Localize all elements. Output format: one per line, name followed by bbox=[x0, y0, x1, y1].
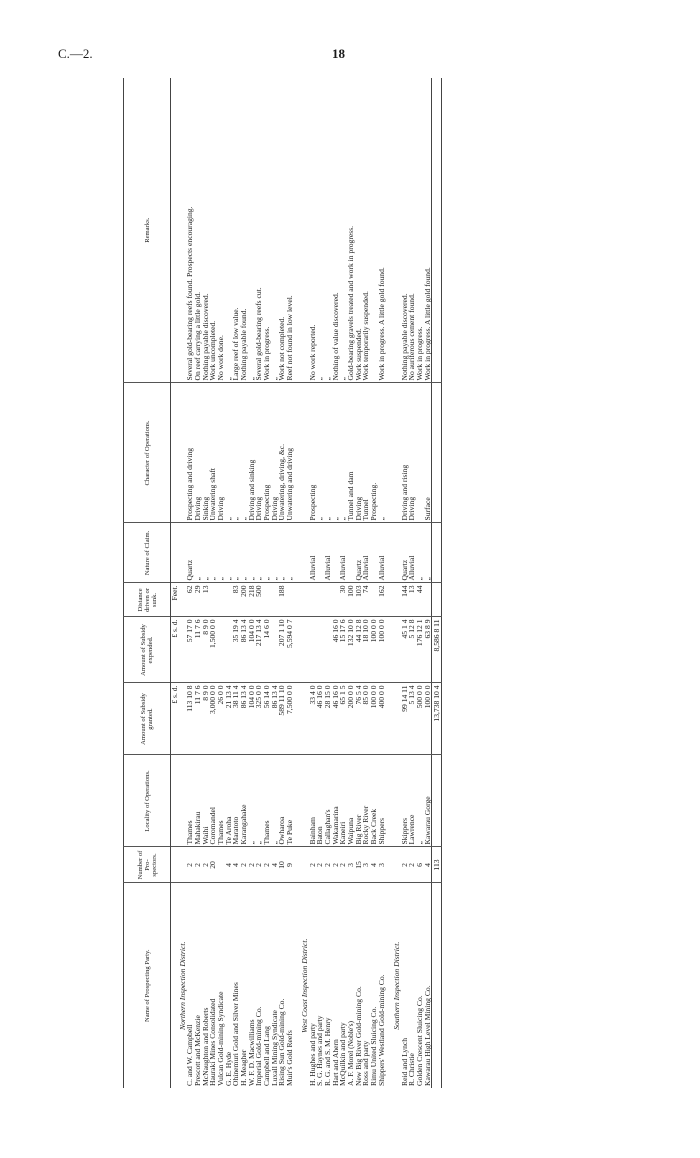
district-heading: West Coast Inspection District. bbox=[300, 938, 310, 1033]
total-expended: 8,586 8 11 bbox=[432, 617, 442, 683]
nature-of-claim-cell: „ bbox=[232, 523, 240, 583]
distance-cell bbox=[217, 583, 225, 617]
character-of-operations-cell: „ bbox=[378, 383, 386, 523]
character-of-operations-cell: Prospecting and driving bbox=[186, 383, 194, 523]
prospector-count-cell: 4 bbox=[271, 847, 279, 883]
district-heading-row bbox=[301, 78, 309, 1088]
locality-cell: Lawrence bbox=[408, 755, 416, 847]
amount-granted-cell: 33 4 0 bbox=[309, 683, 317, 755]
party-cell: Ross and party bbox=[361, 1040, 371, 1086]
remarks-cell: „ bbox=[316, 78, 324, 383]
remarks-cell: Work in progress. A little gold found. bbox=[378, 78, 386, 383]
party-cell: Golden Crescent Sluicing Co. bbox=[414, 995, 424, 1086]
party-cell: Kawarau High Level Mining Co. bbox=[422, 985, 432, 1086]
locality-cell: Waihi bbox=[202, 755, 210, 847]
remarks-cell: Reef not found in low level. bbox=[286, 78, 294, 383]
table-row bbox=[225, 78, 233, 1088]
table-row bbox=[255, 78, 263, 1088]
table-row bbox=[332, 78, 340, 1088]
amount-expended-cell: 176 12 1 bbox=[416, 617, 424, 683]
table-row bbox=[378, 78, 386, 1088]
amount-expended-cell: 35 19 4 bbox=[232, 617, 240, 683]
prospector-count-cell: 20 bbox=[209, 847, 217, 883]
locality-cell: Maratoto bbox=[232, 755, 240, 847]
distance-cell: 162 bbox=[378, 583, 386, 617]
total-prospectors: 113 bbox=[432, 847, 442, 883]
nature-of-claim-cell: „ bbox=[248, 523, 256, 583]
prospector-count-cell: 3 bbox=[362, 847, 370, 883]
nature-of-claim-cell: „ bbox=[194, 523, 202, 583]
locality-cell: Shippers bbox=[378, 755, 386, 847]
party-cell: Rising Sun Gold-mining Co. bbox=[277, 998, 287, 1086]
nature-of-claim-cell: Alluvial bbox=[378, 523, 386, 583]
party-cell: McQuilkin and party bbox=[338, 1022, 348, 1086]
table-row bbox=[309, 78, 317, 1088]
character-of-operations-cell: Driving bbox=[355, 383, 363, 523]
party-cell: W. F. D. Macwilliams bbox=[246, 1019, 256, 1086]
nature-of-claim-cell: Quartz bbox=[186, 523, 194, 583]
amount-granted-cell: 500 0 0 bbox=[416, 683, 424, 755]
distance-cell bbox=[324, 583, 332, 617]
distance-cell: 44 bbox=[416, 583, 424, 617]
distance-cell bbox=[263, 583, 271, 617]
col-party-header: Name of Prospecting Party. bbox=[124, 883, 171, 1088]
prospector-count-cell: 2 bbox=[186, 847, 194, 883]
party-cell: Campbell and Lang bbox=[261, 1026, 271, 1086]
expended-unit: £ s. d. bbox=[171, 617, 179, 683]
character-of-operations-cell: Prospecting bbox=[263, 383, 271, 523]
amount-granted-cell: 589 11 10 bbox=[278, 683, 286, 755]
amount-expended-cell: 15 17 6 bbox=[339, 617, 347, 683]
remarks-cell: Work in progress. A little gold found. bbox=[424, 78, 432, 383]
amount-expended-cell: 5 12 8 bbox=[408, 617, 416, 683]
table-row bbox=[278, 78, 286, 1088]
col-expended-header: Amount of Subsidy expended. bbox=[124, 617, 171, 683]
amount-expended-cell: 14 6 0 bbox=[263, 617, 271, 683]
distance-cell bbox=[316, 583, 324, 617]
prospector-count-cell: 2 bbox=[194, 847, 202, 883]
remarks-cell: Several gold-bearing reefs found. Prospects encouraging. bbox=[186, 78, 194, 383]
remarks-cell: Nothing of value discovered. bbox=[332, 78, 340, 383]
nature-of-claim-cell: „ bbox=[416, 523, 424, 583]
distance-cell bbox=[424, 583, 432, 617]
character-of-operations-cell: „ bbox=[232, 383, 240, 523]
locality-cell: Callaghan's bbox=[324, 755, 332, 847]
remarks-cell: „ bbox=[225, 78, 233, 383]
table-row bbox=[324, 78, 332, 1088]
total-granted: 13,738 10 4 bbox=[432, 683, 442, 755]
amount-granted-cell: 7,500 0 0 bbox=[286, 683, 294, 755]
distance-cell: 103 bbox=[355, 583, 363, 617]
table-row bbox=[424, 78, 432, 1088]
character-of-operations-cell: Driving bbox=[194, 383, 202, 523]
table-row bbox=[186, 78, 194, 1088]
party-cell: McNaughton and Roberts bbox=[200, 1007, 210, 1086]
locality-cell: Bainham bbox=[309, 755, 317, 847]
distance-cell bbox=[209, 583, 217, 617]
locality-cell: Te Puke bbox=[286, 755, 294, 847]
amount-granted-cell: 46 16 0 bbox=[332, 683, 340, 755]
remarks-cell: Several gold-bearing reefs cut. bbox=[255, 78, 263, 383]
prospector-count-cell: 2 bbox=[309, 847, 317, 883]
table-row bbox=[263, 78, 271, 1088]
page-number: 18 bbox=[332, 46, 345, 61]
table-row bbox=[416, 78, 424, 1088]
prospector-count-cell: 2 bbox=[255, 847, 263, 883]
amount-expended-cell: 100 0 0 bbox=[370, 617, 378, 683]
remarks-cell: On reef carrying a little gold. bbox=[194, 78, 202, 383]
table-row bbox=[209, 78, 217, 1088]
character-of-operations-cell: Driving and rising bbox=[401, 383, 409, 523]
locality-cell: Waipuna bbox=[347, 755, 355, 847]
prospector-count-cell: 2 bbox=[240, 847, 248, 883]
distance-cell: 13 bbox=[408, 583, 416, 617]
amount-expended-cell: 8 9 0 bbox=[202, 617, 210, 683]
table-row bbox=[401, 78, 409, 1088]
amount-expended-cell: 11 7 6 bbox=[194, 617, 202, 683]
nature-of-claim-cell: „ bbox=[240, 523, 248, 583]
locality-cell: Baton bbox=[316, 755, 324, 847]
amount-granted-cell: 3,000 0 0 bbox=[209, 683, 217, 755]
amount-granted-cell: 38 11 4 bbox=[232, 683, 240, 755]
character-of-operations-cell: „ bbox=[339, 383, 347, 523]
col-prospectors-header: Number of Pro-spectors. bbox=[124, 847, 171, 883]
table-row bbox=[347, 78, 355, 1088]
header-row bbox=[124, 78, 171, 1088]
nature-of-claim-cell: „ bbox=[255, 523, 263, 583]
remarks-cell: Work in progress. bbox=[263, 78, 271, 383]
prospector-count-cell: 2 bbox=[332, 847, 340, 883]
locality-cell: „ bbox=[255, 755, 263, 847]
granted-unit: £ s. d. bbox=[171, 683, 179, 755]
table-row bbox=[240, 78, 248, 1088]
nature-of-claim-cell: Alluvial bbox=[324, 523, 332, 583]
nature-of-claim-cell: „ bbox=[202, 523, 210, 583]
remarks-cell: Work in progress. bbox=[416, 78, 424, 383]
amount-expended-cell: 207 1 10 bbox=[278, 617, 286, 683]
character-of-operations-cell: Driving and sinking bbox=[248, 383, 256, 523]
table-row bbox=[362, 78, 370, 1088]
prospector-count-cell: 9 bbox=[286, 847, 294, 883]
amount-granted-cell: 400 0 0 bbox=[378, 683, 386, 755]
amount-granted-cell: 28 15 0 bbox=[324, 683, 332, 755]
party-cell: Rimu United Sluicing Co. bbox=[369, 1006, 379, 1086]
prospector-count-cell: 3 bbox=[378, 847, 386, 883]
amount-granted-cell: 200 0 0 bbox=[347, 683, 355, 755]
nature-of-claim-cell: Quartz bbox=[401, 523, 409, 583]
remarks-cell: Large reef of low value. bbox=[232, 78, 240, 383]
remarks-cell: Gold-bearing gravels treated and work in progress. bbox=[347, 78, 355, 383]
locality-cell: Karangahake bbox=[240, 755, 248, 847]
amount-expended-cell: 57 17 0 bbox=[186, 617, 194, 683]
amount-granted-cell: 99 14 11 bbox=[401, 683, 409, 755]
prospector-count-cell: 10 bbox=[278, 847, 286, 883]
remarks-cell: Work not completed. bbox=[278, 78, 286, 383]
nature-of-claim-cell: „ bbox=[217, 523, 225, 583]
remarks-cell: No auriferous cement found. bbox=[408, 78, 416, 383]
locality-cell: „ bbox=[271, 755, 279, 847]
party-cell: H. Hughes and party bbox=[307, 1023, 317, 1086]
table-row bbox=[194, 78, 202, 1088]
locality-cell: „ bbox=[248, 755, 256, 847]
nature-of-claim-cell: Alluvial bbox=[339, 523, 347, 583]
party-cell: G. E. Hyde bbox=[223, 1051, 233, 1086]
table-row bbox=[232, 78, 240, 1088]
prospecting-subsidy-table bbox=[123, 78, 442, 1088]
amount-granted-cell: 76 5 4 bbox=[355, 683, 363, 755]
remarks-cell: „ bbox=[248, 78, 256, 383]
prospector-count-cell: 2 bbox=[339, 847, 347, 883]
amount-granted-cell: 86 13 4 bbox=[240, 683, 248, 755]
table-body bbox=[171, 78, 432, 1088]
amount-expended-cell bbox=[316, 617, 324, 683]
prospector-count-cell: 4 bbox=[370, 847, 378, 883]
nature-of-claim-cell: „ bbox=[209, 523, 217, 583]
remarks-cell: „ bbox=[339, 78, 347, 383]
prospector-count-cell: 2 bbox=[408, 847, 416, 883]
locality-cell: Thames bbox=[186, 755, 194, 847]
party-cell: A. F. Morel (Noble's) bbox=[346, 1020, 356, 1086]
locality-cell: Rocky River bbox=[362, 755, 370, 847]
remarks-cell: Nothing payable discovered. bbox=[202, 78, 210, 383]
unit-row bbox=[171, 78, 179, 1088]
amount-granted-cell: 104 0 0 bbox=[248, 683, 256, 755]
table-row bbox=[286, 78, 294, 1088]
locality-cell: Wakamarina bbox=[332, 755, 340, 847]
distance-cell: 83 bbox=[232, 583, 240, 617]
col-nature-header: Nature of Claim. bbox=[124, 523, 171, 583]
character-of-operations-cell: Unwatering shaft bbox=[209, 383, 217, 523]
amount-granted-cell: 85 0 0 bbox=[362, 683, 370, 755]
nature-of-claim-cell: Alluvial bbox=[408, 523, 416, 583]
distance-cell: 144 bbox=[401, 583, 409, 617]
distance-cell: 62 bbox=[186, 583, 194, 617]
character-of-operations-cell: Driving bbox=[271, 383, 279, 523]
character-of-operations-cell: Driving bbox=[255, 383, 263, 523]
prospector-count-cell: 2 bbox=[324, 847, 332, 883]
locality-cell: Mahakirau bbox=[194, 755, 202, 847]
locality-cell: Back Creek bbox=[370, 755, 378, 847]
party-cell: Shippers' Westland Gold-mining Co. bbox=[376, 974, 386, 1086]
party-cell: Imperial Gold-mining Co. bbox=[254, 1006, 264, 1086]
character-of-operations-cell: Tunnel and dam bbox=[347, 383, 355, 523]
amount-expended-cell: 46 16 0 bbox=[332, 617, 340, 683]
party-cell: Ohinemuri Gold and Silver Mines bbox=[231, 982, 241, 1086]
distance-cell: 218 bbox=[248, 583, 256, 617]
prospector-count-cell: 2 bbox=[316, 847, 324, 883]
table-row bbox=[248, 78, 256, 1088]
distance-cell: 30 bbox=[339, 583, 347, 617]
character-of-operations-cell: „ bbox=[316, 383, 324, 523]
character-of-operations-cell: Prospecting bbox=[309, 383, 317, 523]
amount-expended-cell: 86 13 4 bbox=[240, 617, 248, 683]
locality-cell: Owharoa bbox=[278, 755, 286, 847]
amount-expended-cell: 44 12 8 bbox=[355, 617, 363, 683]
prospector-count-cell: 2 bbox=[401, 847, 409, 883]
party-cell: Hauraki Mines Consolidated bbox=[208, 998, 218, 1086]
amount-expended-cell: 1,500 0 0 bbox=[209, 617, 217, 683]
col-locality-header: Locality of Operations. bbox=[124, 755, 171, 847]
amount-granted-cell: 325 0 0 bbox=[255, 683, 263, 755]
nature-of-claim-cell: „ bbox=[278, 523, 286, 583]
nature-of-claim-cell: „ bbox=[225, 523, 233, 583]
amount-granted-cell: 100 0 0 bbox=[424, 683, 432, 755]
amount-granted-cell: 11 7 6 bbox=[194, 683, 202, 755]
prospector-count-cell: 4 bbox=[232, 847, 240, 883]
nature-of-claim-cell: Quartz bbox=[355, 523, 363, 583]
rotated-table-container bbox=[123, 78, 538, 1088]
character-of-operations-cell: Surface bbox=[424, 383, 432, 523]
character-of-operations-cell: „ bbox=[332, 383, 340, 523]
amount-expended-cell bbox=[217, 617, 225, 683]
remarks-cell: No work reported. bbox=[309, 78, 317, 383]
table-row bbox=[316, 78, 324, 1088]
locality-cell: Kaneiri bbox=[339, 755, 347, 847]
nature-of-claim-cell: „ bbox=[271, 523, 279, 583]
col-remarks-header: Remarks. bbox=[124, 78, 171, 383]
party-cell: New Big River Gold-mining Co. bbox=[353, 986, 363, 1086]
district-heading-row bbox=[393, 78, 401, 1088]
spacer-row bbox=[294, 78, 302, 1088]
amount-granted-cell: 46 16 0 bbox=[316, 683, 324, 755]
amount-expended-cell: 100 0 0 bbox=[378, 617, 386, 683]
character-of-operations-cell: Tunnel bbox=[362, 383, 370, 523]
locality-cell: Thames bbox=[263, 755, 271, 847]
distance-cell bbox=[286, 583, 294, 617]
amount-expended-cell bbox=[309, 617, 317, 683]
nature-of-claim-cell: „ bbox=[263, 523, 271, 583]
character-of-operations-cell: „ bbox=[324, 383, 332, 523]
page-reference: C.—2. bbox=[58, 46, 93, 61]
locality-cell: „ bbox=[416, 755, 424, 847]
amount-granted-cell: 86 13 4 bbox=[271, 683, 279, 755]
amount-granted-cell: 113 10 8 bbox=[186, 683, 194, 755]
party-cell: Luxall Mining Syndicate bbox=[269, 1010, 279, 1086]
character-of-operations-cell: „ bbox=[225, 383, 233, 523]
prospector-count-cell: 3 bbox=[347, 847, 355, 883]
locality-cell: Thames bbox=[217, 755, 225, 847]
remarks-cell: „ bbox=[324, 78, 332, 383]
locality-cell: Kawarau Gorge bbox=[424, 755, 432, 847]
distance-cell: 74 bbox=[362, 583, 370, 617]
distance-cell: 188 bbox=[278, 583, 286, 617]
party-cell: Hart and Ahern bbox=[330, 1039, 340, 1086]
table-row bbox=[408, 78, 416, 1088]
amount-expended-cell: 18 10 0 bbox=[362, 617, 370, 683]
amount-expended-cell: 5,594 0 7 bbox=[286, 617, 294, 683]
party-cell: Muir's Gold Reefs bbox=[284, 1030, 294, 1086]
party-cell: Prescott and McKenzie bbox=[192, 1015, 202, 1086]
col-granted-header: Amount of Subsidy granted. bbox=[124, 683, 171, 755]
col-distance-header: Distance driven or sunk. bbox=[124, 583, 171, 617]
party-cell: S. G. Haynes and party bbox=[315, 1015, 325, 1086]
character-of-operations-cell: „ bbox=[240, 383, 248, 523]
amount-expended-cell: 217 13 4 bbox=[255, 617, 263, 683]
table-row bbox=[271, 78, 279, 1088]
distance-cell: 500 bbox=[255, 583, 263, 617]
distance-unit: Feet. bbox=[171, 583, 179, 617]
party-cell: R. Christie bbox=[407, 1053, 417, 1086]
col-character-header: Character of Operations. bbox=[124, 383, 171, 523]
amount-granted-cell: 8 9 0 bbox=[202, 683, 210, 755]
amount-granted-cell: 100 0 0 bbox=[370, 683, 378, 755]
table-row bbox=[217, 78, 225, 1088]
remarks-cell: Work uncompleted. bbox=[209, 78, 217, 383]
nature-of-claim-cell: Alluvial bbox=[309, 523, 317, 583]
prospector-count-cell: 4 bbox=[225, 847, 233, 883]
locality-cell: Te Aroha bbox=[225, 755, 233, 847]
character-of-operations-cell: Sinking bbox=[202, 383, 210, 523]
party-cell: Vulcan Gold-mining Syndicate bbox=[215, 991, 225, 1086]
district-heading: Southern Inspection District. bbox=[392, 941, 401, 1030]
distance-cell: 200 bbox=[240, 583, 248, 617]
prospector-count-cell: 2 bbox=[202, 847, 210, 883]
remarks-cell: No work done. bbox=[217, 78, 225, 383]
character-of-operations-cell: Driving bbox=[408, 383, 416, 523]
amount-expended-cell: 63 8 9 bbox=[424, 617, 432, 683]
table-row bbox=[202, 78, 210, 1088]
amount-expended-cell: 45 1 4 bbox=[401, 617, 409, 683]
party-cell: R. G. and S. M. Henry bbox=[323, 1017, 333, 1086]
amount-expended-cell: 132 10 0 bbox=[347, 617, 355, 683]
amount-granted-cell: 56 14 0 bbox=[263, 683, 271, 755]
distance-cell: 100 bbox=[347, 583, 355, 617]
locality-cell: Coromandel bbox=[209, 755, 217, 847]
locality-cell: Big River bbox=[355, 755, 363, 847]
prospector-count-cell: 15 bbox=[355, 847, 363, 883]
spacer-row bbox=[385, 78, 393, 1088]
locality-cell: Skippers bbox=[401, 755, 409, 847]
amount-granted-cell: 5 13 4 bbox=[408, 683, 416, 755]
amount-granted-cell: 65 1 5 bbox=[339, 683, 347, 755]
prospector-count-cell: 6 bbox=[416, 847, 424, 883]
distance-cell bbox=[309, 583, 317, 617]
amount-granted-cell: 26 0 0 bbox=[217, 683, 225, 755]
party-cell: C. and W. Campbell bbox=[185, 1024, 195, 1086]
remarks-cell: Nothing payable discovered. bbox=[401, 78, 409, 383]
table-row bbox=[355, 78, 363, 1088]
prospector-count-cell: 2 bbox=[248, 847, 256, 883]
table-row bbox=[370, 78, 378, 1088]
party-cell: Reid and Lynch bbox=[399, 1037, 409, 1086]
nature-of-claim-cell: Alluvial bbox=[362, 523, 370, 583]
prospector-count-cell: 2 bbox=[263, 847, 271, 883]
remarks-cell: Work temporarily suspended. bbox=[362, 78, 370, 383]
nature-of-claim-cell: „ bbox=[286, 523, 294, 583]
prospector-count-cell: 4 bbox=[424, 847, 432, 883]
district-heading: Northern Inspection District. bbox=[177, 941, 187, 1030]
totals-row bbox=[432, 78, 442, 1088]
character-of-operations-cell: Driving bbox=[217, 383, 225, 523]
remarks-cell: Work suspended. bbox=[355, 78, 363, 383]
amount-granted-cell: 21 13 4 bbox=[225, 683, 233, 755]
remarks-cell: „ bbox=[271, 78, 279, 383]
character-of-operations-cell: Unwatering and driving bbox=[286, 383, 294, 523]
distance-cell: 29 bbox=[194, 583, 202, 617]
nature-of-claim-cell: „ bbox=[424, 523, 432, 583]
distance-cell: 13 bbox=[202, 583, 210, 617]
character-of-operations-cell: Prospecting. bbox=[370, 383, 378, 523]
amount-expended-cell: 104 0 0 bbox=[248, 617, 256, 683]
character-of-operations-cell: Unwatering, driving, &c. bbox=[278, 383, 286, 523]
remarks-cell: Nothing payable found. bbox=[240, 78, 248, 383]
party-cell: H. Meagher bbox=[238, 1049, 248, 1086]
